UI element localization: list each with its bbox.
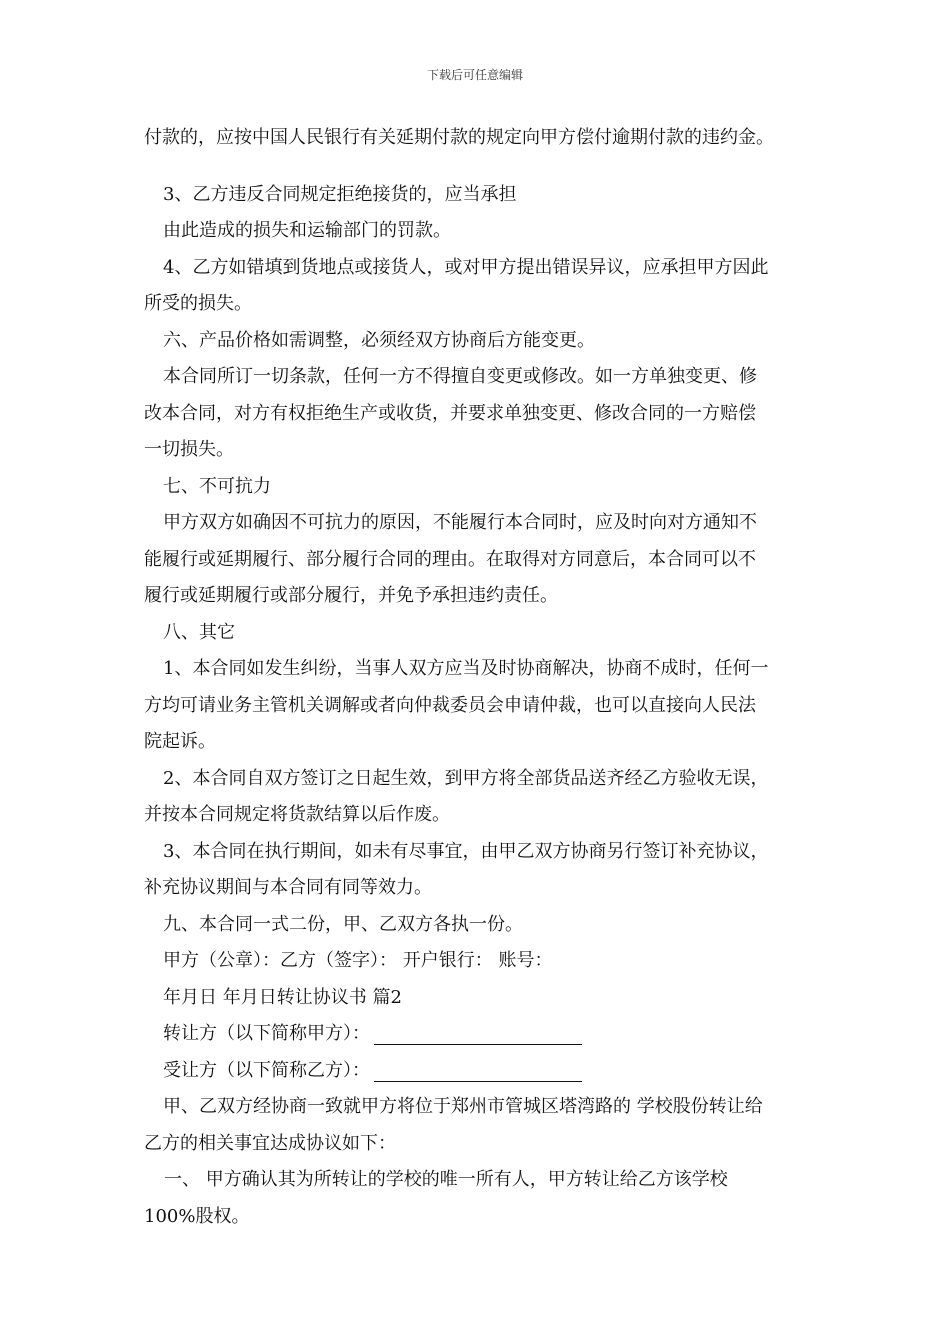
paragraph-line: 能履行或延期履行、部分履行合同的理由。在取得对方同意后，本合同可以不 <box>144 548 756 570</box>
paragraph-line: 2、本合同自双方签订之日起生效，到甲方将全部货品送齐经乙方验收无误， <box>163 767 769 789</box>
transferor-line <box>144 1016 824 1053</box>
section-heading: 七、不可抗力 <box>163 475 271 497</box>
paragraph-line: 付款的，应按中国人民银行有关延期付款的规定向甲方偿付逾期付款的违约金。 <box>144 127 774 148</box>
page-header: 下载后可任意编辑 <box>426 68 523 82</box>
paragraph-line: 一切损失。 <box>144 439 234 460</box>
paragraph-line: 院起诉。 <box>144 731 216 752</box>
paragraph-line: 改本合同，对方有权拒绝生产或收货，并要求单独变更、修改合同的一方赔偿 <box>144 402 756 424</box>
paragraph-line: 3、本合同在执行期间，如未有尽事宜，由甲乙双方协商另行签订补充协议， <box>163 840 769 862</box>
paragraph-line: 4、乙方如错填到货地点或接货人，或对甲方提出错误异议，应承担甲方因此 <box>163 256 769 278</box>
paragraph-line: 乙方的相关事宜达成协议如下： <box>144 1132 396 1154</box>
paragraph-line: 并按本合同规定将货款结算以后作废。 <box>144 804 450 825</box>
transferee-blank <box>374 1059 582 1082</box>
paragraph-line: 3、乙方违反合同规定拒绝接货的，应当承担 <box>163 183 517 205</box>
paragraph-line: 本合同所订一切条款，任何一方不得擅自变更或修改。如一方单独变更、修 <box>163 366 757 387</box>
transferee-line <box>144 1053 824 1090</box>
section-heading: 九、本合同一式二份，甲、乙双方各执一份。 <box>163 913 523 935</box>
section-heading: 八、其它 <box>163 621 235 643</box>
paragraph-line: 1、本合同如发生纠纷，当事人双方应当及时协商解决，协商不成时，任何一 <box>163 658 769 679</box>
document-body <box>144 120 824 1235</box>
paragraph-line: 补充协议期间与本合同有同等效力。 <box>144 877 432 898</box>
paragraph-line: 甲方双方如确因不可抗力的原因，不能履行本合同时，应及时向对方通知不 <box>163 512 757 533</box>
paragraph-line: 方均可请业务主管机关调解或者向仲裁委员会申请仲裁，也可以直接向人民法 <box>144 694 756 716</box>
date-title-line: 年月日 年月日转让协议书 篇2 <box>163 986 402 1008</box>
section-heading: 六、产品价格如需调整，必须经双方协商后方能变更。 <box>163 329 595 351</box>
paragraph-line: 所受的损失。 <box>144 293 252 314</box>
transferor-blank <box>374 1022 582 1045</box>
spacer <box>144 157 824 177</box>
paragraph-line: 履行或延期履行或部分履行，并免予承担违约责任。 <box>144 585 558 606</box>
clause-line: 一、 甲方确认其为所转让的学校的唯一所有人，甲方转让给乙方该学校 <box>164 1169 728 1190</box>
paragraph-line: 由此造成的损失和运输部门的罚款。 <box>163 220 451 241</box>
paragraph-line: 甲、乙双方经协商一致就甲方将位于郑州市管城区塔湾路的 学校股份转让给 <box>163 1096 763 1117</box>
transferor-label: 转让方（以下简称甲方）： <box>163 1023 370 1044</box>
signature-line: 甲方（公章）：乙方（签字）： 开户银行： 账号： <box>163 950 553 971</box>
paragraph-line: 100%股权。 <box>144 1205 250 1227</box>
transferee-label: 受让方（以下简称乙方）： <box>163 1059 370 1081</box>
